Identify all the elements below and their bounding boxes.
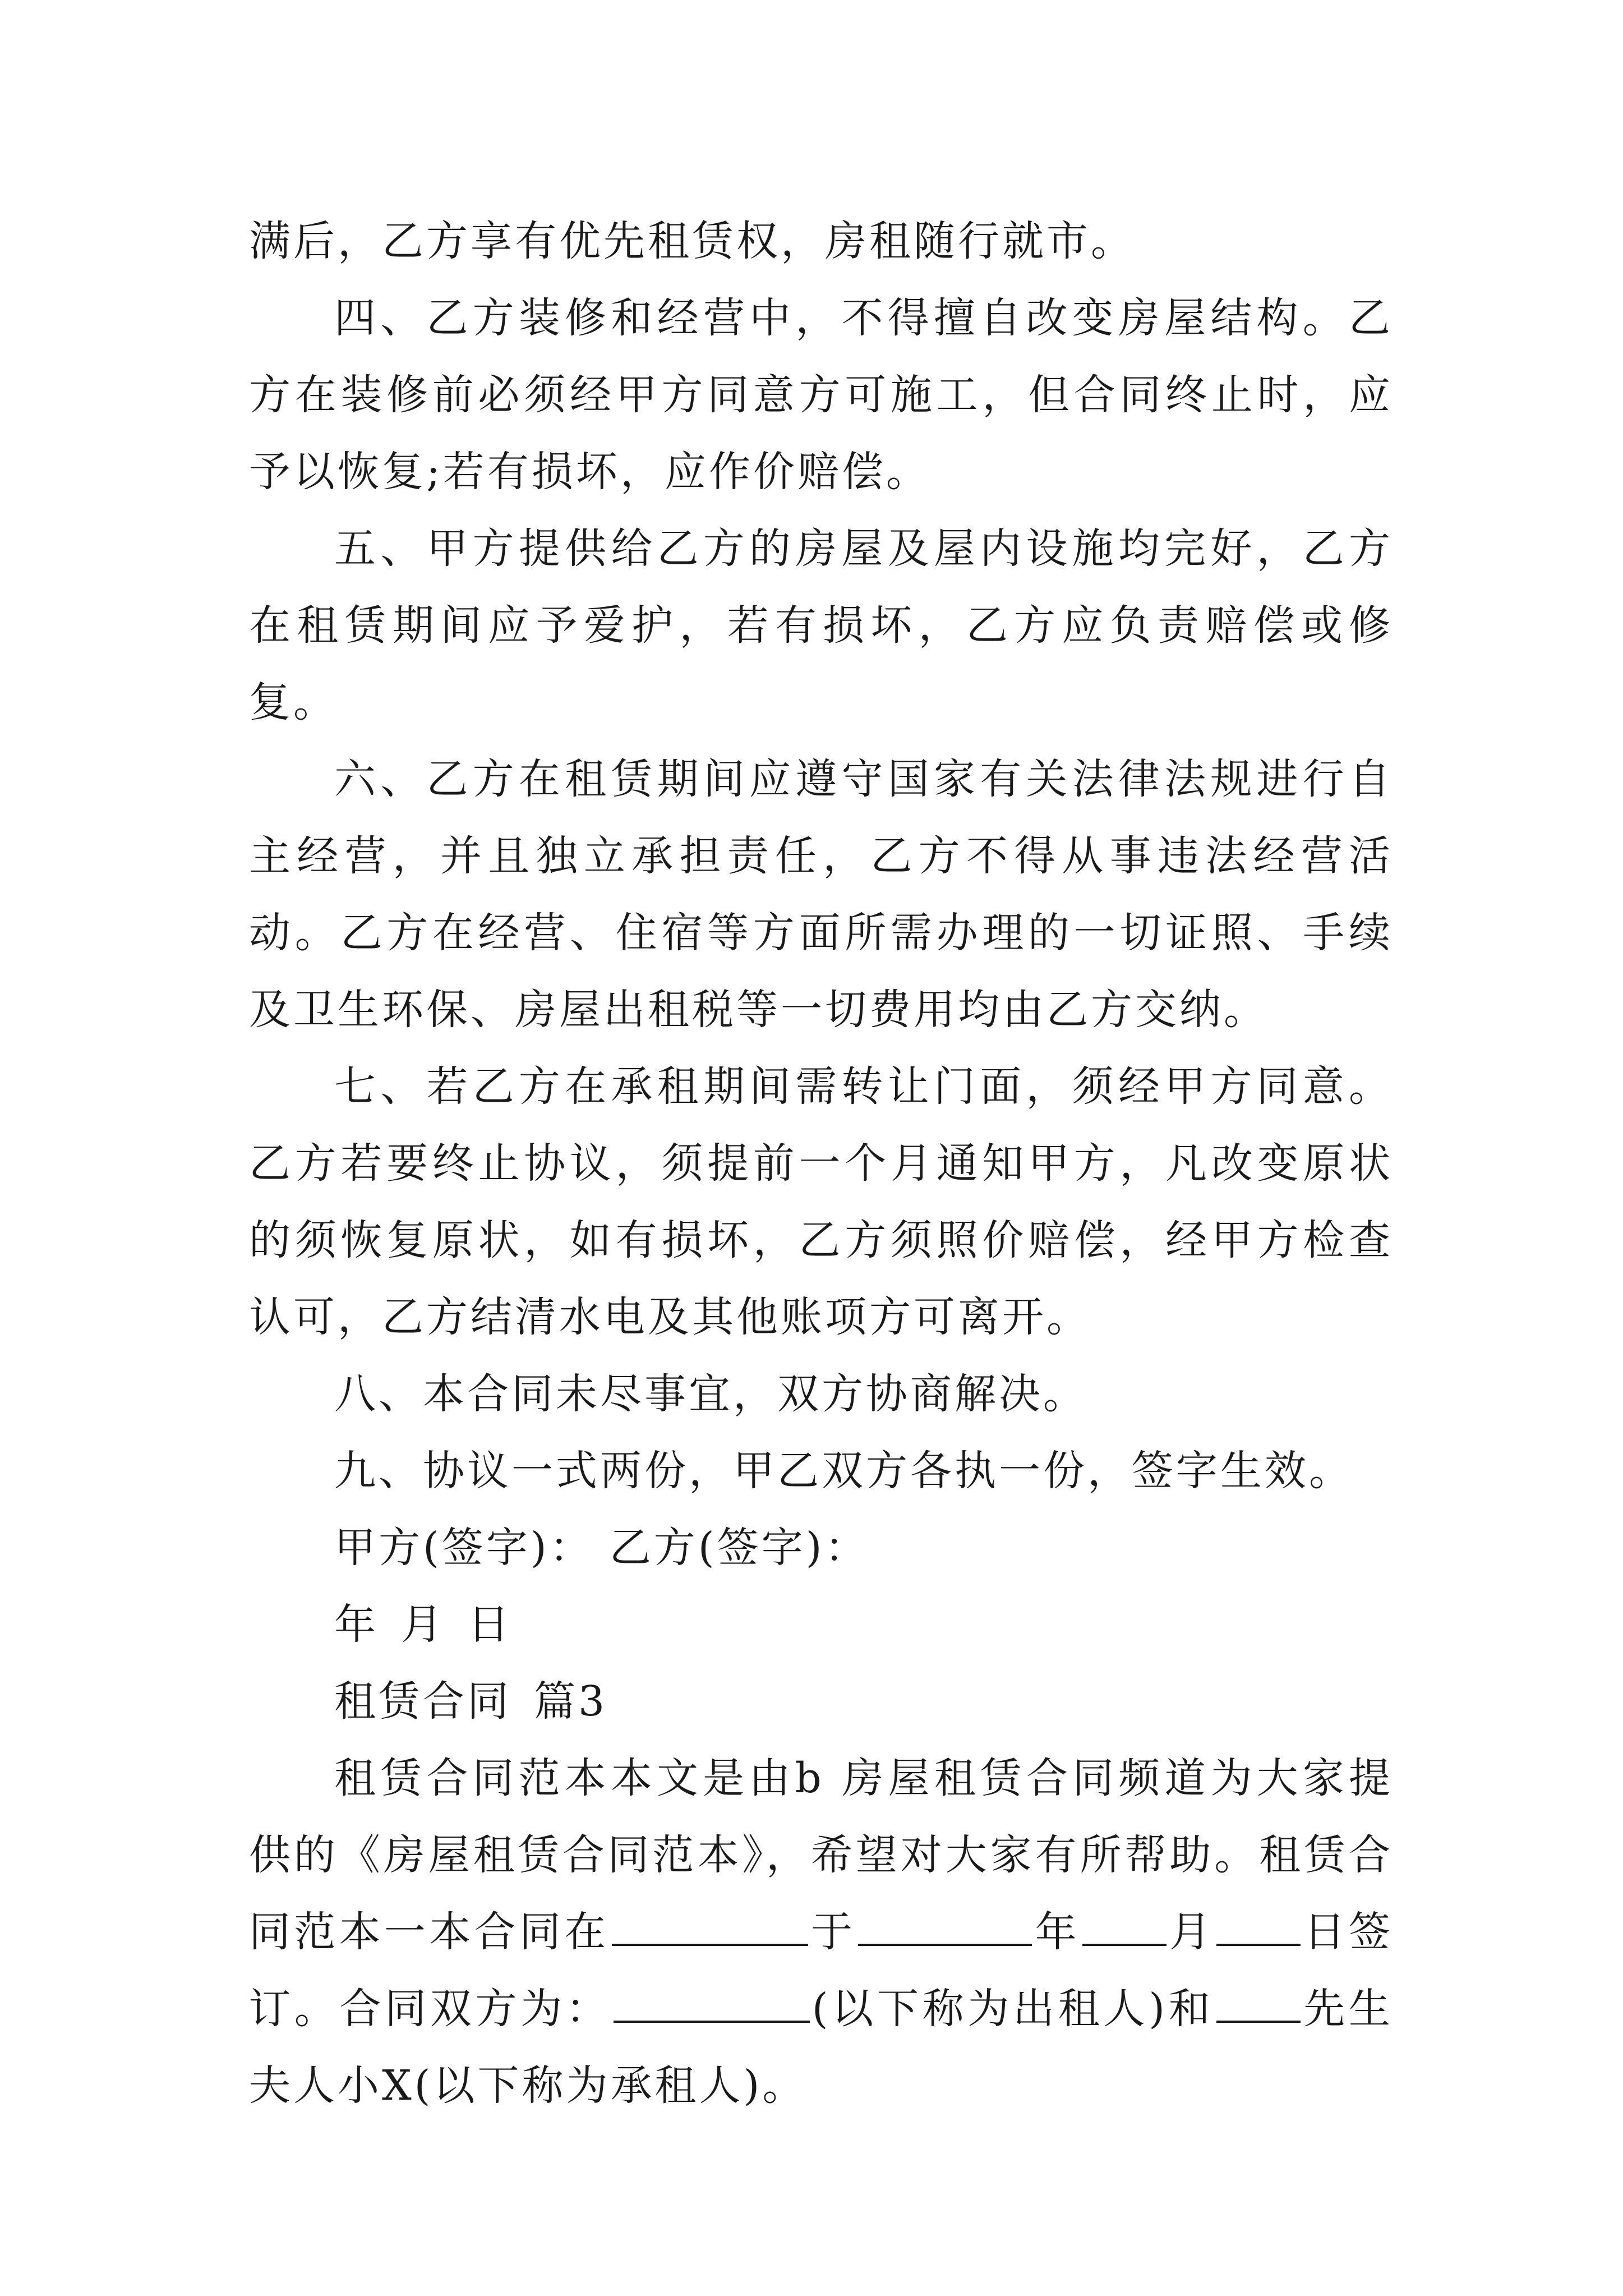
section-title	[249, 1663, 1393, 1740]
clause-6: 六、乙方在租赁期间应遵守国家有关法律法规进行自主经营，并且独立承担责任，乙方不得从事违法经营活动。乙方在经营、住宿等方面所需办理的一切证照、手续及卫生环保、房屋出租税等一切费用均由乙方交纳。	[249, 755, 1393, 1034]
intro-text-4: 月	[1168, 1908, 1215, 1956]
paragraph-continuation: 满后，乙方享有优先租赁权，房租随行就市。	[249, 217, 1135, 265]
clause-4: 四、乙方装修和经营中，不得擅自改变房屋结构。乙方在装修前必须经甲方同意方可施工，但合同终止时，应予以恢复;若有损坏，应作价赔偿。	[249, 294, 1393, 496]
blank-lessee[interactable]	[1216, 1986, 1301, 2023]
intro-text-5: 日签订。合同双方为：	[249, 1908, 1393, 2033]
clause-8: 八、本合同未尽事宜，双方协商解决。	[334, 1370, 1087, 1418]
clause-9: 九、协议一式两份，甲乙双方各执一份，签字生效。	[334, 1447, 1353, 1495]
intro-text-3: 年	[1034, 1908, 1080, 1956]
section-title-part: 篇3	[534, 1677, 608, 1726]
date-day-label: 日	[468, 1600, 512, 1649]
party-b-signature-label: 乙方(签字)：	[609, 1524, 869, 1572]
intro-text-6: (以下称为出租人)和	[811, 1985, 1214, 2033]
blank-month[interactable]	[1082, 1909, 1166, 1946]
signature-line	[249, 1510, 1393, 1586]
intro-paragraph	[249, 1740, 1393, 2124]
document-body	[249, 203, 1393, 2124]
clause-5: 五、甲方提供给乙方的房屋及屋内设施均完好，乙方在租赁期间应予爱护，若有损坏，乙方应负责赔偿或修复。	[249, 524, 1393, 726]
intro-text-7: 先生夫人小X(以下称为承租人)。	[249, 1985, 1394, 2110]
blank-lessor[interactable]	[614, 1986, 810, 2023]
intro-text-2: 于	[810, 1908, 856, 1956]
date-year-label: 年	[334, 1600, 379, 1649]
party-a-signature-label: 甲方(签字)：	[334, 1524, 594, 1572]
blank-year[interactable]	[858, 1909, 1032, 1946]
date-line	[249, 1586, 1393, 1663]
date-month-label: 月	[401, 1600, 445, 1649]
blank-place[interactable]	[612, 1909, 808, 1946]
section-title-name: 租赁合同	[334, 1677, 511, 1726]
blank-day[interactable]	[1216, 1909, 1301, 1946]
intro-text-1: 租赁合同范本本文是由b 房屋租赁合同频道为大家提供的《房屋租赁合同范本》，希望对大家有所帮助。租赁合同范本一本合同在	[249, 1754, 1393, 1956]
clause-7: 七、若乙方在承租期间需转让门面，须经甲方同意。乙方若要终止协议，须提前一个月通知甲方，凡改变原状的须恢复原状，如有损坏，乙方须照价赔偿，经甲方检查认可，乙方结清水电及其他账项方可离开。	[249, 1062, 1393, 1341]
